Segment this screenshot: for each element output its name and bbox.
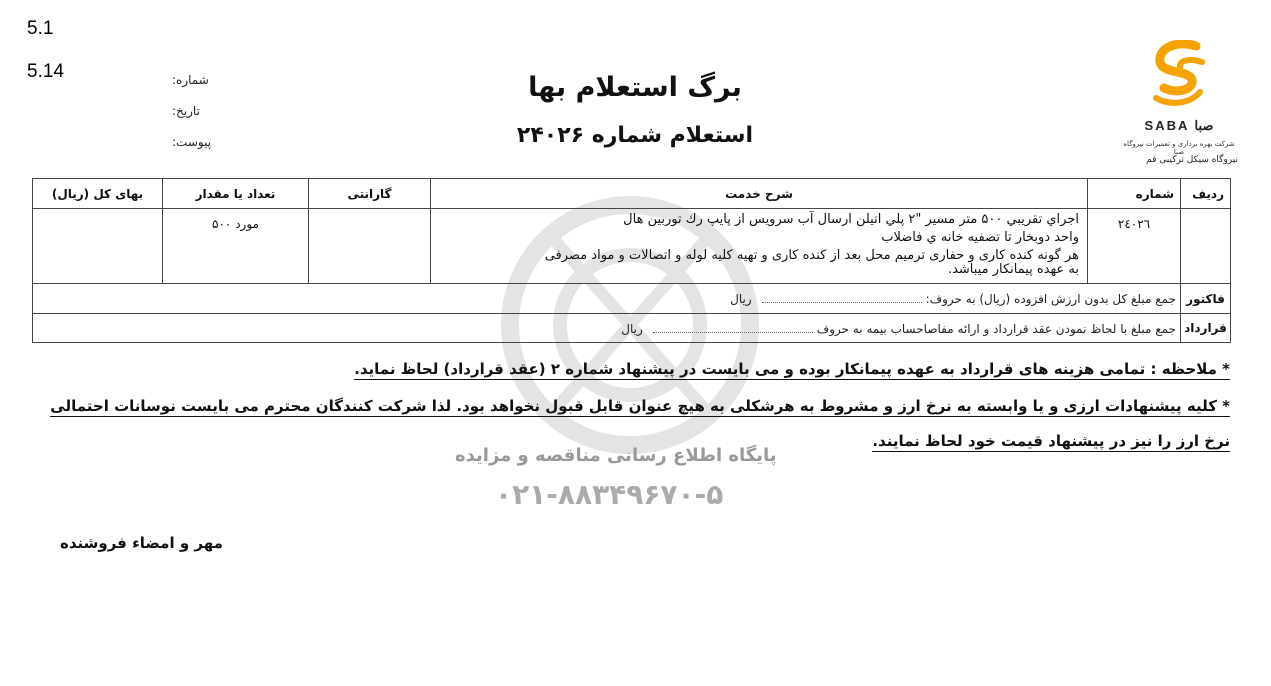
page-number-top: 5.1 <box>27 18 54 39</box>
logo-company-text: شرکت بهره برداری و تعمیرات نیروگاه صبا <box>1123 140 1235 156</box>
description-line: هر گونه کنده کاری و حفاری ترمیم محل بعد از کنده کاری و تهیه کلیه لوله و اتصالات و مواد مصرفی <box>544 248 1079 263</box>
date-label: تاریخ: <box>172 104 200 118</box>
attachment-label: پیوست: <box>172 135 212 149</box>
description-line: واحد دوبخار تا تصفيه خانه ي فاضلاب <box>881 230 1079 245</box>
cell-row <box>1181 209 1231 284</box>
watermark-text: پایگاه اطلاع رسانی مناقصه و مزایده <box>455 445 777 466</box>
page-number-bottom: 5.14 <box>27 61 64 82</box>
cell-total-price <box>33 209 163 284</box>
header-quantity: تعداد یا مقدار <box>163 179 309 209</box>
logo-brand-text: SABA صبا <box>1144 118 1214 133</box>
header-total-price: بهای کل (ریال) <box>33 179 163 209</box>
header-description: شرح خدمت <box>431 179 1088 209</box>
invoice-row <box>33 284 1231 314</box>
number-label: شماره: <box>172 73 209 87</box>
contract-sum <box>33 314 1181 343</box>
note-currency-proposals: * کلیه پیشنهادات ارزی و یا وابسته به نرخ ارز و مشروط به هرشکلی به هیچ عنوان قابل قبول نخواهد بود. لذا شرکت کنندگان محترم می بایست نوسانات احتمالی <box>50 397 1230 415</box>
watermark-phone: ۰۲۱-۸۸۳۴۹۶۷۰-۵ <box>495 478 724 511</box>
header-number: شماره <box>1088 179 1181 209</box>
inquiry-table <box>32 178 1231 343</box>
invoice-sum-text: جمع مبلغ کل بدون ارزش افزوده (ریال) به حروف: <box>925 292 1176 306</box>
saba-logo-icon <box>1146 40 1210 110</box>
invoice-unit: ریال <box>730 292 752 306</box>
description-line: اجراي تقريبي ۵۰۰ متر مسير "۲ پلي اتيلن ارسال آب سرويس از پايپ رك توربين هال <box>623 212 1079 227</box>
logo-plant-text: نیروگاه سیکل ترکیبی قم <box>1146 155 1238 165</box>
contract-sum-text: جمع مبلغ با لحاظ نمودن عقد قرارداد و ارائه مفاصاحساب بیمه به حروف <box>816 322 1176 336</box>
seller-signature-label: مهر و امضاء فروشنده <box>60 534 223 552</box>
company-logo <box>1120 40 1238 170</box>
cell-description <box>431 209 1088 284</box>
invoice-label: فاکتور <box>1181 284 1231 314</box>
table-row <box>33 209 1231 284</box>
contract-dotted-line <box>653 332 813 333</box>
invoice-sum <box>33 284 1181 314</box>
table-header-row <box>33 179 1231 209</box>
cell-quantity: مورد ۵۰۰ <box>163 209 309 284</box>
contract-row <box>33 314 1231 343</box>
note-contract-costs: * ملاحظه : تمامی هزینه های قرارداد به عهده پیمانکار بوده و می بایست در پیشنهاد شماره ۲ (عقد قرارداد) لحاظ نماید. <box>354 360 1230 378</box>
contract-unit: ریال <box>621 322 643 336</box>
note-exchange-rate: نرخ ارز را نیز در پیشنهاد قیمت خود لحاظ نمایند. <box>872 432 1230 450</box>
invoice-dotted-line <box>762 302 922 303</box>
inquiry-title: استعلام شماره ۲۴۰۲۶ <box>516 123 754 148</box>
contract-label: قرارداد <box>1181 314 1231 343</box>
header-warranty: گارانتی <box>309 179 431 209</box>
form-title: برگ استعلام بها <box>528 72 742 103</box>
cell-number: ۲٤۰۲٦ <box>1088 209 1181 284</box>
header-row: ردیف <box>1181 179 1231 209</box>
cell-warranty <box>309 209 431 284</box>
description-line: به عهده پیمانکار میباشد. <box>947 262 1079 277</box>
